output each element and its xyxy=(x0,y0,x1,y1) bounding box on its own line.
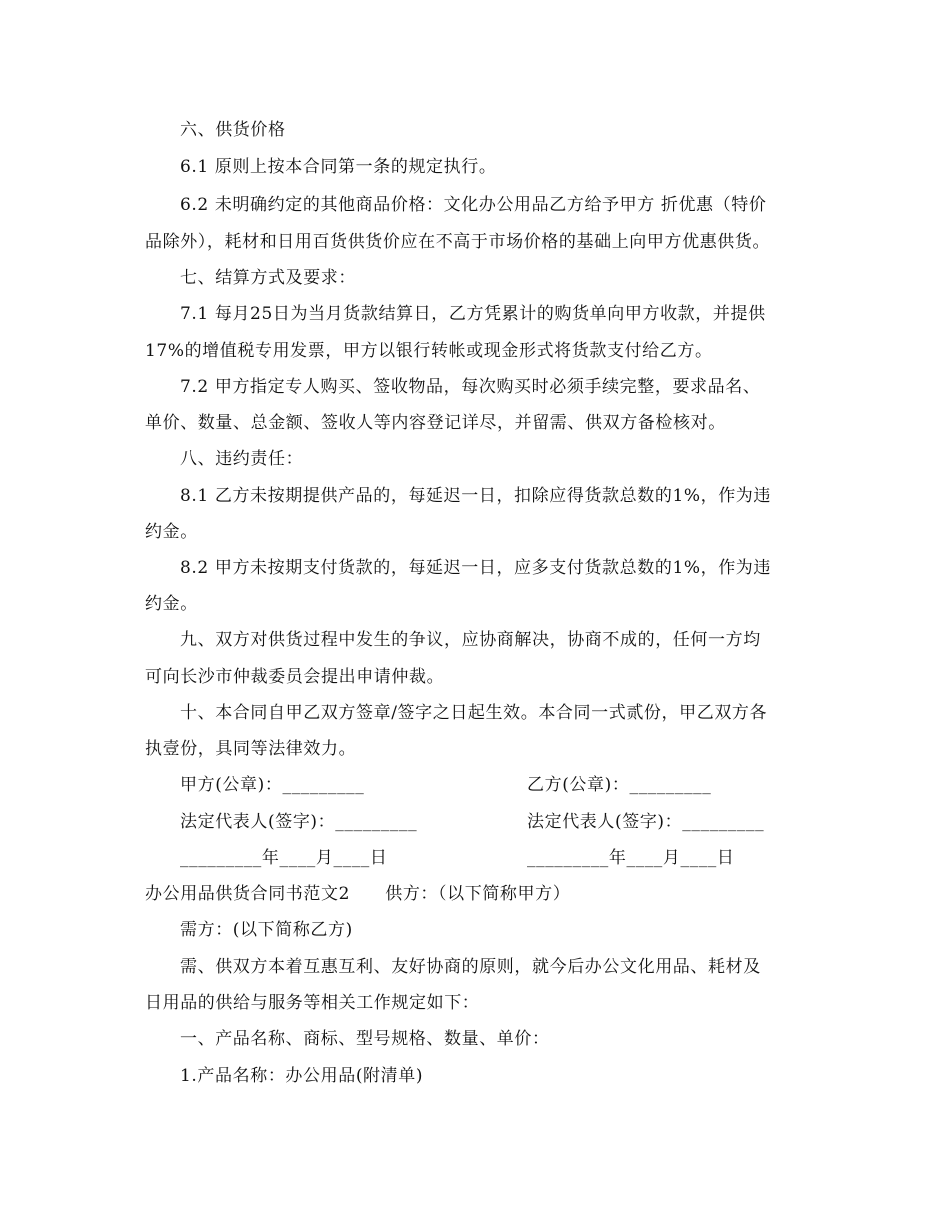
paragraph-line: 1.产品名称：办公用品(附清单) xyxy=(180,1066,424,1086)
party-b-seal-field: 乙方(公章)：_________ xyxy=(527,775,712,795)
paragraph-line: 品除外），耗材和日用百货供货价应在不高于市场价格的基础上向甲方优惠供货。 xyxy=(145,232,771,252)
paragraph-line: 十、本合同自甲乙双方签章/签字之日起生效。本合同一式贰份，甲乙双方各 xyxy=(180,703,768,723)
paragraph-line: 7.2 甲方指定专人购买、签收物品，每次购买时必须手续完整，要求品名、 xyxy=(180,377,761,397)
paragraph-line: 单价、数量、总金额、签收人等内容登记详尽，并留需、供双方备检核对。 xyxy=(145,413,726,433)
document-title-line: 办公用品供货合同书范文2 供方：（以下简称甲方） xyxy=(145,884,571,904)
party-a-representative-field: 法定代表人(签字)：_________ xyxy=(180,812,418,832)
paragraph-line: 需、供双方本着互惠互利、友好协商的原则，就今后办公文化用品、耗材及 xyxy=(180,957,761,977)
paragraph-line: 6.1 原则上按本合同第一条的规定执行。 xyxy=(180,157,497,177)
party-a-seal-field: 甲方(公章)：_________ xyxy=(180,775,365,795)
party-b-representative-field: 法定代表人(签字)：_________ xyxy=(527,812,765,832)
party-b-date-field: _________年____月____日 xyxy=(527,848,735,868)
paragraph-line: 约金。 xyxy=(145,594,198,614)
paragraph-line: 8.2 甲方未按期支付货款的，每延迟一日，应多支付货款总数的1%，作为违 xyxy=(180,558,772,578)
section-heading: 七、结算方式及要求： xyxy=(180,268,356,288)
paragraph-line: 可向长沙市仲裁委员会提出申请仲裁。 xyxy=(145,667,445,687)
paragraph-line: 6.2 未明确约定的其他商品价格：文化办公用品乙方给予甲方 折优惠（特价 xyxy=(180,195,767,215)
section-heading: 一、产品名称、商标、型号规格、数量、单价： xyxy=(180,1029,550,1049)
section-heading: 六、供货价格 xyxy=(180,120,286,140)
paragraph-line: 17%的增值税专用发票，甲方以银行转帐或现金形式将货款支付给乙方。 xyxy=(145,341,713,361)
paragraph-line: 约金。 xyxy=(145,522,198,542)
paragraph-line: 需方：(以下简称乙方) xyxy=(180,920,353,940)
paragraph-line: 九、双方对供货过程中发生的争议，应协商解决，协商不成的，任何一方均 xyxy=(180,630,761,650)
paragraph-line: 执壹份，具同等法律效力。 xyxy=(145,739,357,759)
paragraph-line: 日用品的供给与服务等相关工作规定如下： xyxy=(145,993,480,1013)
party-a-date-field: _________年____月____日 xyxy=(180,848,388,868)
section-heading: 八、违约责任： xyxy=(180,449,304,469)
paragraph-line: 7.1 每月25日为当月货款结算日，乙方凭累计的购货单向甲方收款，并提供 xyxy=(180,304,766,324)
paragraph-line: 8.1 乙方未按期提供产品的，每延迟一日，扣除应得货款总数的1%，作为违 xyxy=(180,486,772,506)
